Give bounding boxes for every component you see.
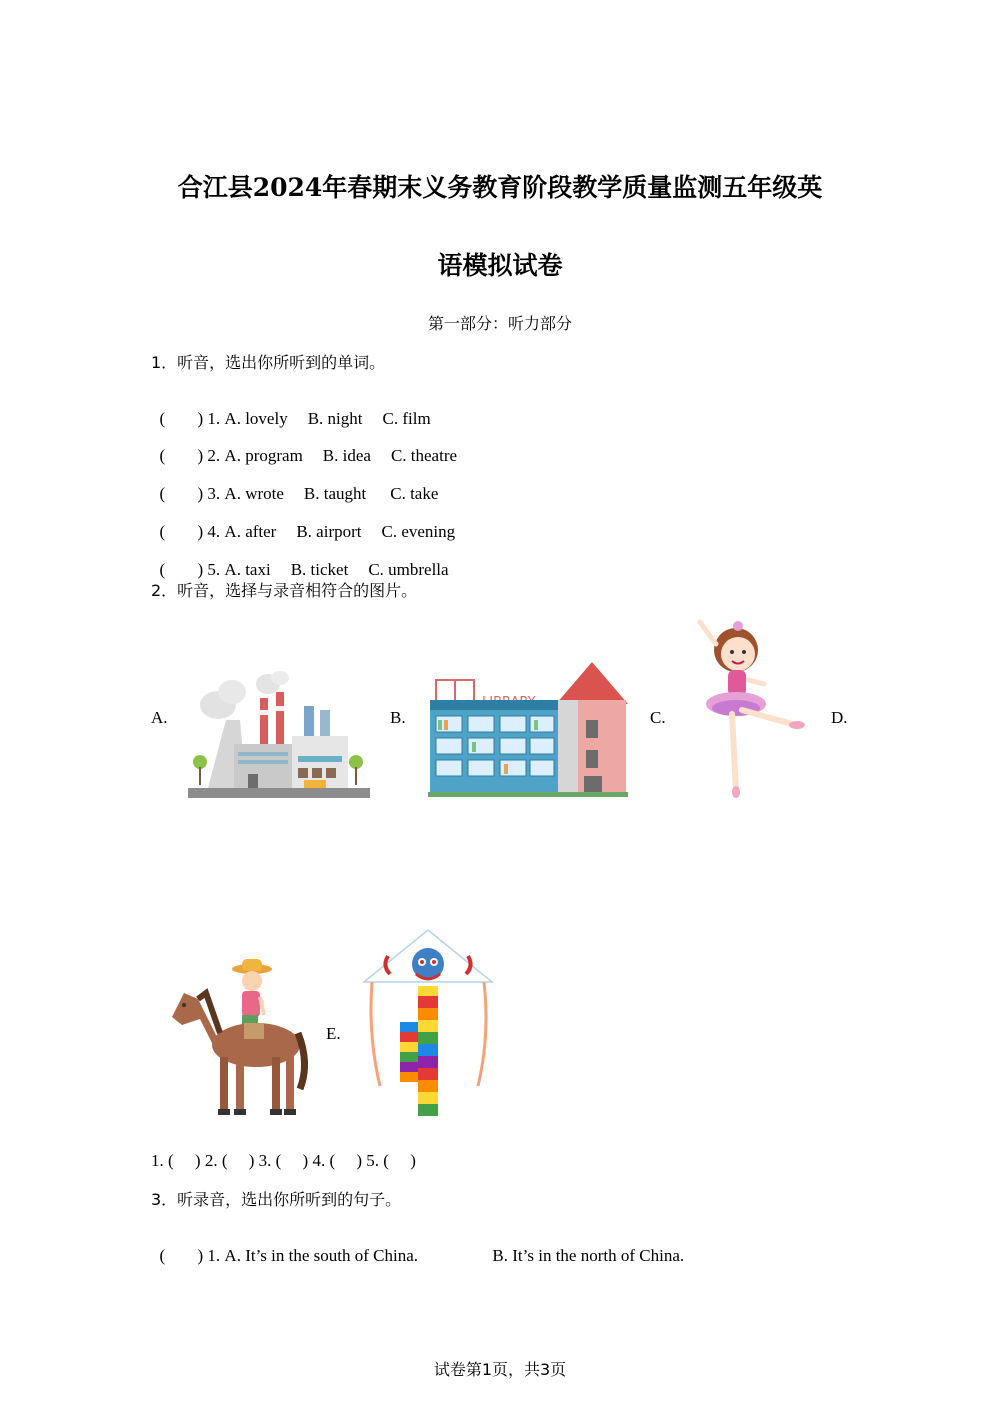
question-1-item-2: ( ) 2. A. program B. idea C. theatre: [159, 446, 458, 465]
question-3-item-1: ( ) 1. A. It’s in the south of China. B. It’s in the north of China.: [159, 1246, 685, 1265]
answer-paren: (: [159, 1246, 166, 1265]
kite-picture: [360, 926, 496, 1122]
answer-paren: (: [159, 409, 166, 428]
option-label-c: C.: [650, 708, 666, 727]
option-label-e: E.: [326, 1024, 341, 1043]
question-3-heading: 3．听录音，选出你所听到的句子。: [151, 1190, 402, 1209]
question-1-item-5: ( ) 5. A. taxi B. ticket C. umbrella: [159, 560, 449, 579]
question-2-answer-line: 1. ( ) 2. ( ) 3. ( ) 4. ( ) 5. ( ): [151, 1151, 416, 1170]
factory-picture: [188, 670, 370, 798]
option-label-d: D.: [831, 708, 848, 727]
answer-paren: (: [159, 522, 166, 541]
question-2-heading: 2．听音，选择与录音相符合的图片。: [151, 581, 418, 600]
document-title-line1: 合江县2024年春期末义务教育阶段教学质量监测五年级英: [177, 173, 823, 202]
option-label-b: B.: [390, 708, 406, 727]
ballerina-picture: [686, 614, 808, 798]
question-1-heading: 1．听音，选出你所听到的单词。: [151, 353, 386, 372]
horse-rider-picture: [164, 953, 308, 1121]
library-picture: [428, 660, 628, 797]
question-1-item-1: ( ) 1. A. lovely B. night C. film: [159, 409, 431, 428]
answer-paren: (: [159, 446, 166, 465]
option-label-a: A.: [151, 708, 168, 727]
section-heading: 第一部分：听力部分: [427, 314, 572, 333]
answer-paren: (: [159, 560, 166, 579]
question-1-item-4: ( ) 4. A. after B. airport C. evening: [159, 522, 456, 541]
question-1-item-3: ( ) 3. A. wrote B. taught C. take: [159, 484, 439, 503]
document-title-line2: 语模拟试卷: [437, 251, 563, 280]
page-footer: 试卷第1页，共3页: [433, 1360, 567, 1379]
answer-paren: (: [159, 484, 166, 503]
